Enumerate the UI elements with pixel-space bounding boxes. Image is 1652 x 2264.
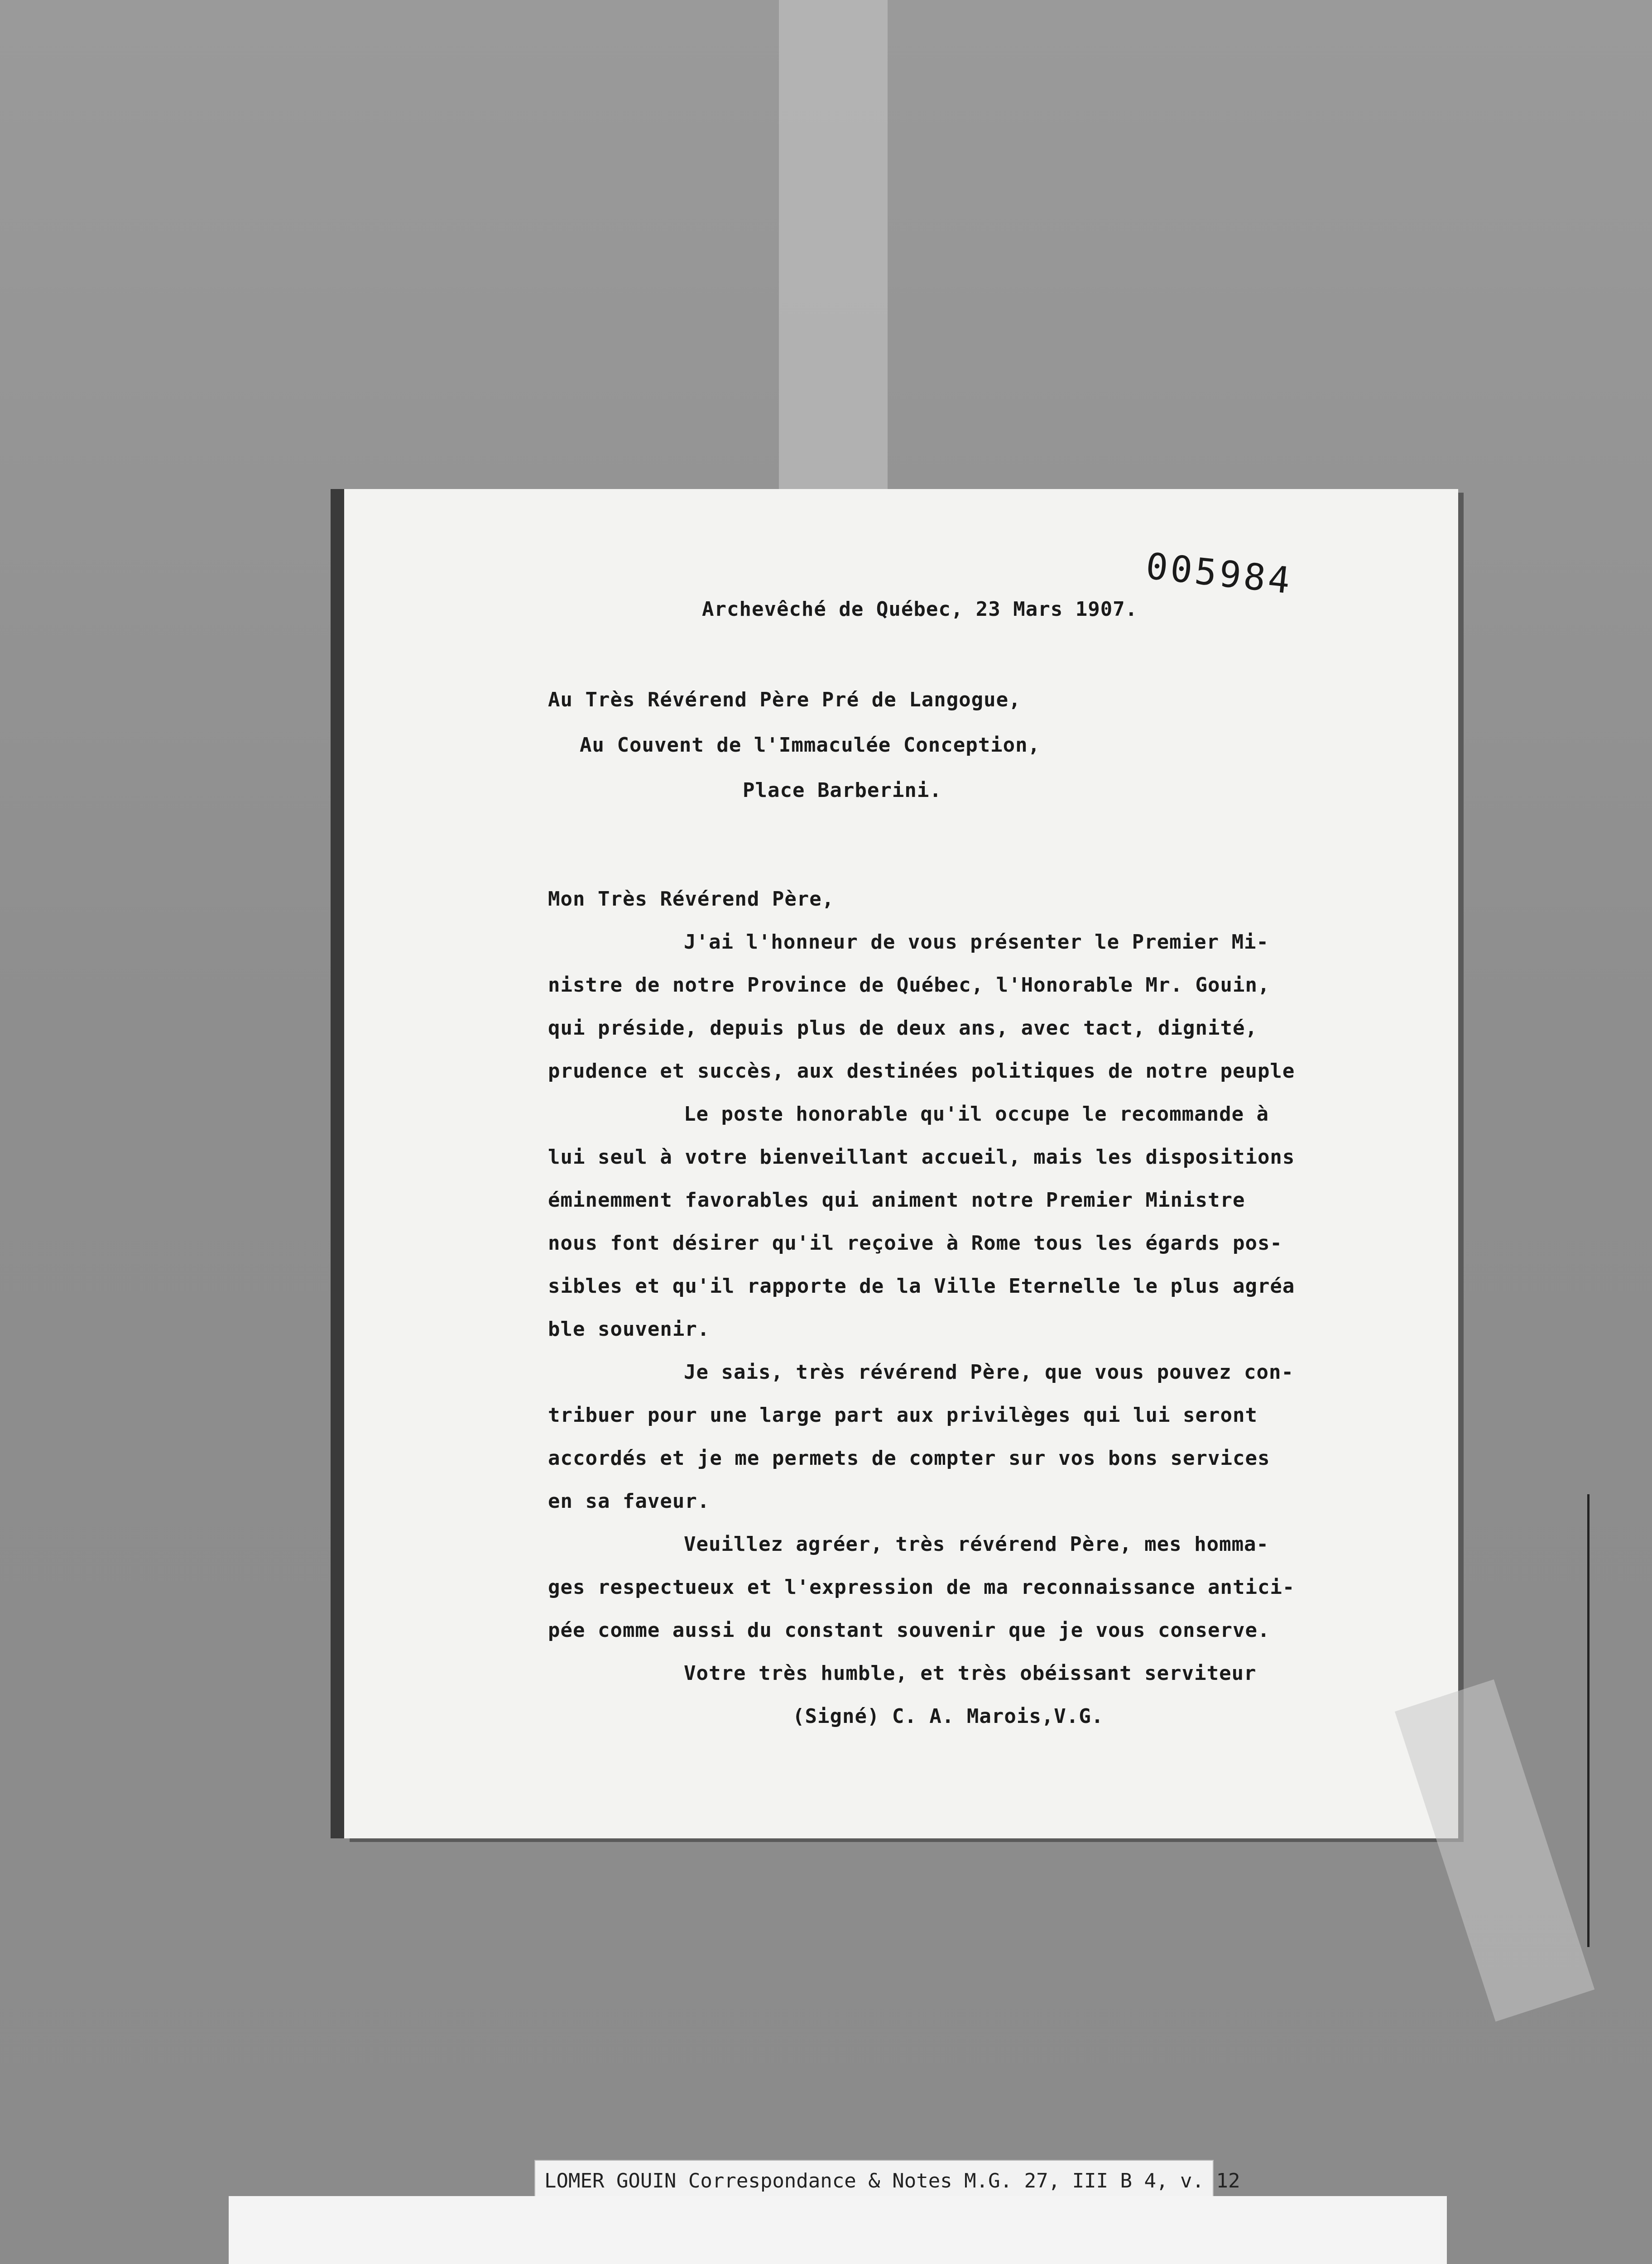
- body-line: Je sais, très révérend Père, que vous pouvez con-: [684, 1361, 1294, 1384]
- body-line: Veuillez agréer, très révérend Père, mes homma-: [684, 1533, 1269, 1556]
- body-line: J'ai l'honneur de vous présenter le Premier Mi-: [684, 931, 1269, 954]
- body-line: Le poste honorable qu'il occupe le recommande à: [684, 1103, 1269, 1126]
- archive-reference-label: LOMER GOUIN Correspondance & Notes M.G. 27, III B 4, v. 12: [534, 2160, 1214, 2201]
- body-line: en sa faveur.: [548, 1490, 710, 1513]
- archive-stamp-card: [229, 2196, 1447, 2264]
- typed-letter: [344, 489, 1458, 1838]
- board-edge-line: [1587, 1494, 1590, 1947]
- address-line-3: Place Barberini.: [743, 779, 942, 802]
- letter-salutation: Mon Très Révérend Père,: [548, 887, 835, 911]
- body-line: éminemment favorables qui animent notre Premier Ministre: [548, 1189, 1245, 1212]
- letter-signature: (Signé) C. A. Marois,V.G.: [792, 1705, 1104, 1728]
- body-line: Votre très humble, et très obéissant serviteur: [684, 1662, 1257, 1685]
- body-line: pée comme aussi du constant souvenir que je vous conserve.: [548, 1619, 1270, 1642]
- letter-dateline: Archevêché de Québec, 23 Mars 1907.: [702, 598, 1138, 621]
- body-line: sibles et qu'il rapporte de la Ville Eternelle le plus agréa: [548, 1275, 1295, 1298]
- address-line-1: Au Très Révérend Père Pré de Langogue,: [548, 688, 1021, 711]
- body-line: prudence et succès, aux destinées politiques de notre peuple: [548, 1060, 1295, 1083]
- body-line: ges respectueux et l'expression de ma reconnaissance antici-: [548, 1576, 1295, 1599]
- body-line: accordés et je me permets de compter sur vos bons services: [548, 1447, 1270, 1470]
- adhesive-tape-top: [779, 0, 888, 543]
- body-line: nous font désirer qu'il reçoive à Rome tous les égards pos-: [548, 1232, 1282, 1255]
- body-line: qui préside, depuis plus de deux ans, avec tact, dignité,: [548, 1017, 1258, 1040]
- body-line: ble souvenir.: [548, 1318, 710, 1341]
- address-line-2: Au Couvent de l'Immaculée Conception,: [580, 734, 1041, 757]
- reference-number-stamp: 005984: [1144, 545, 1295, 602]
- body-line: tribuer pour une large part aux privilèges qui lui seront: [548, 1404, 1258, 1427]
- body-line: lui seul à votre bienveillant accueil, mais les dispositions: [548, 1146, 1295, 1169]
- body-line: nistre de notre Province de Québec, l'Honorable Mr. Gouin,: [548, 974, 1270, 997]
